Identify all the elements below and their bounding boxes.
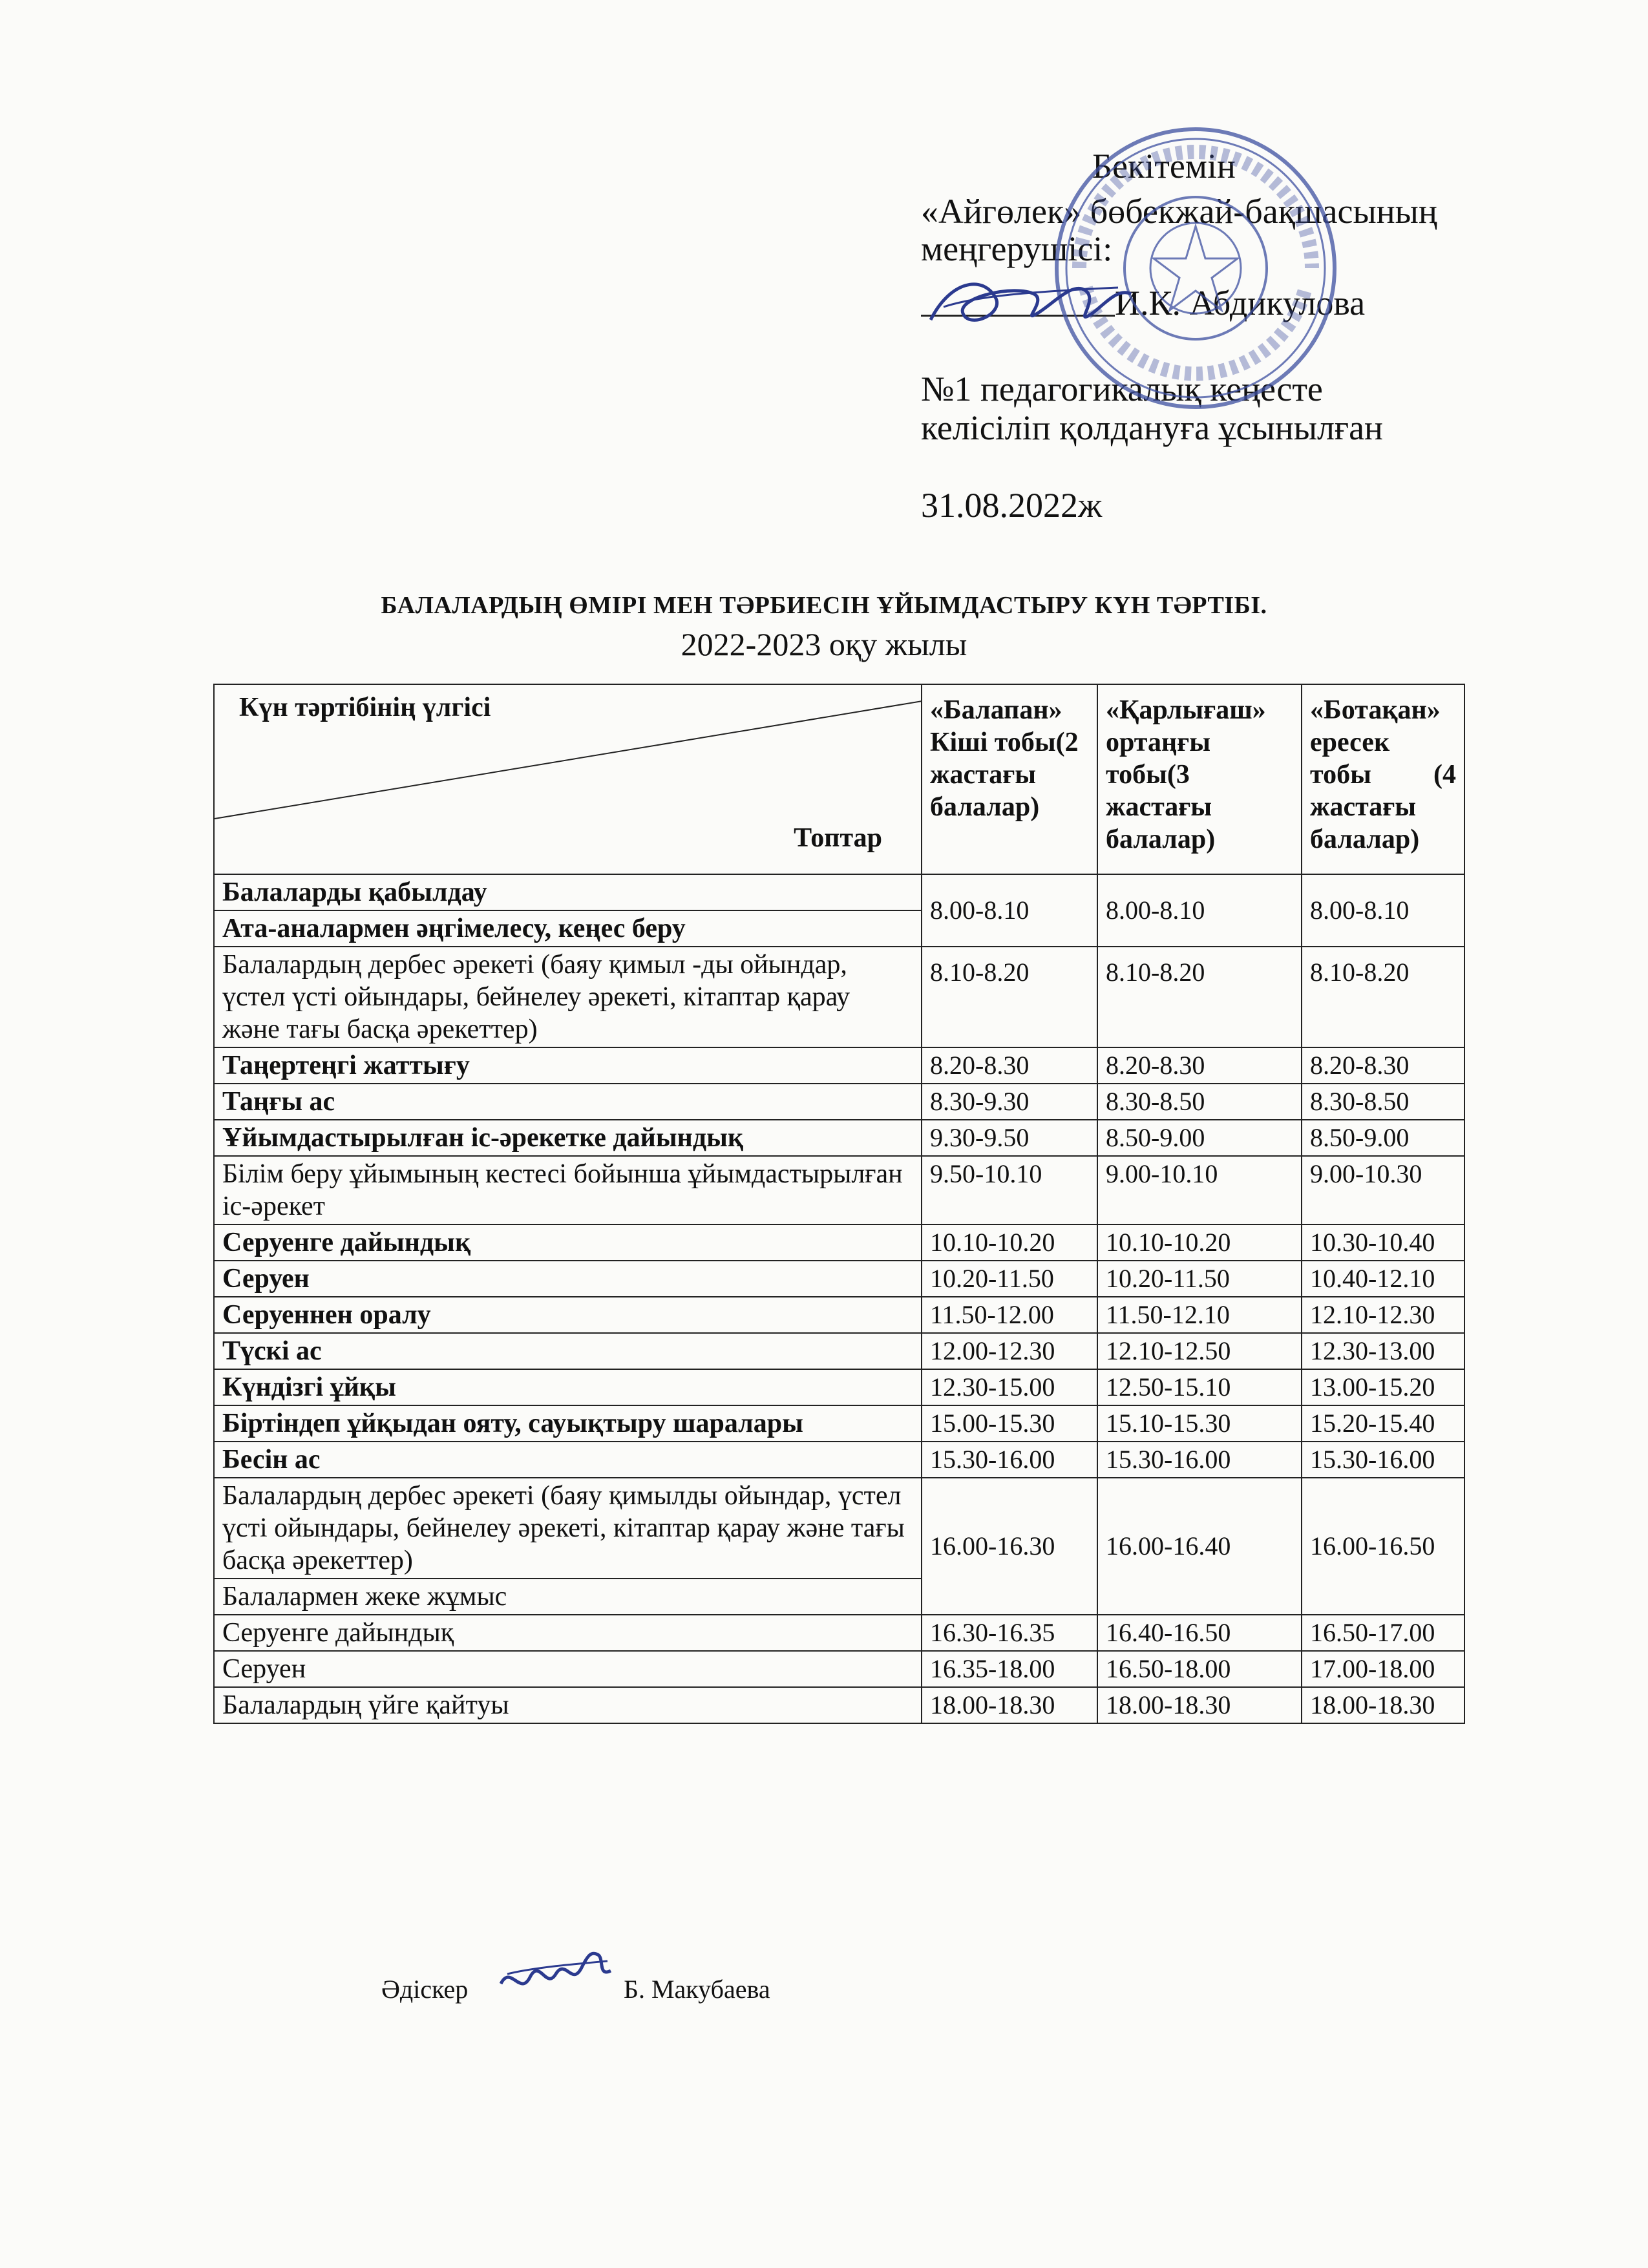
time-cell: 16.50-17.00 — [1302, 1615, 1464, 1651]
activity-cell: Білім беру ұйымының кестесі бойынша ұйымдастырылған іс-әрекет — [214, 1156, 922, 1224]
table-row — [214, 947, 1464, 1047]
time-cell: 8.00-8.10 — [1097, 874, 1302, 947]
time-cell: 8.30-8.50 — [1302, 1084, 1464, 1120]
time-cell: 11.50-12.00 — [922, 1297, 1097, 1333]
time-cell: 16.35-18.00 — [922, 1651, 1097, 1687]
kindergarten-name: «Айгөлек» бөбекжай-бақшасының — [921, 192, 1437, 231]
time-cell: 15.00-15.30 — [922, 1405, 1097, 1442]
time-cell: 12.30-13.00 — [1302, 1333, 1464, 1369]
activity-cell: Балалардың дербес әрекеті (баяу қимыл -ды ойындар, үстел үсті ойындары, бейнелеу әрекеті, кітаптар қарау және тағы басқа әрекеттер) — [214, 947, 922, 1047]
table-row — [214, 1297, 1464, 1333]
table-row — [214, 1084, 1464, 1120]
time-cell: 8.10-8.20 — [1097, 947, 1302, 1047]
table-row — [214, 1615, 1464, 1651]
recommended-line: келісіліп қолдануға ұсынылған — [921, 408, 1383, 447]
table-row — [214, 1047, 1464, 1084]
time-cell: 12.00-12.30 — [922, 1333, 1097, 1369]
approval-date: 31.08.2022ж — [921, 486, 1103, 525]
council-line: №1 педагогикалық кеңесте — [921, 370, 1323, 408]
head-signature-icon — [924, 268, 1137, 346]
time-cell: 12.50-15.10 — [1097, 1369, 1302, 1405]
methodist-signature-icon — [494, 1938, 617, 2010]
time-cell: 8.30-8.50 — [1097, 1084, 1302, 1120]
approve-word: Бекітемін — [1092, 147, 1236, 185]
activity-cell: Таңертеңгі жаттығу — [214, 1047, 922, 1084]
table-row — [214, 874, 1464, 910]
time-cell: 8.20-8.30 — [1097, 1047, 1302, 1084]
table-row — [214, 1687, 1464, 1723]
corner-header-cell — [214, 684, 922, 874]
activity-cell: Біртіндеп ұйқыдан ояту, сауықтыру шаралары — [214, 1405, 922, 1442]
time-cell: 9.30-9.50 — [922, 1120, 1097, 1156]
time-cell: 15.30-16.00 — [922, 1442, 1097, 1478]
activity-cell: Таңғы ас — [214, 1084, 922, 1120]
time-cell: 10.20-11.50 — [1097, 1261, 1302, 1297]
activity-cell: Серуен — [214, 1651, 922, 1687]
time-cell: 9.00-10.30 — [1302, 1156, 1464, 1224]
table-row — [214, 1156, 1464, 1224]
time-cell: 8.10-8.20 — [1302, 947, 1464, 1047]
time-cell: 10.40-12.10 — [1302, 1261, 1464, 1297]
time-cell: 8.00-8.10 — [1302, 874, 1464, 947]
activity-cell: Балаларды қабылдау — [214, 874, 922, 910]
activity-cell: Күндізгі ұйқы — [214, 1369, 922, 1405]
activity-cell: Ата-аналармен әңгімелесу, кеңес беру — [214, 910, 922, 947]
time-cell: 8.50-9.00 — [1302, 1120, 1464, 1156]
activity-cell: Балалардың үйге қайтуы — [214, 1687, 922, 1723]
time-cell: 8.10-8.20 — [922, 947, 1097, 1047]
time-cell: 13.00-15.20 — [1302, 1369, 1464, 1405]
time-cell: 18.00-18.30 — [1302, 1687, 1464, 1723]
table-row — [214, 1333, 1464, 1369]
head-title: меңгерушісі: — [921, 229, 1113, 268]
column-header: «Ботақан» ересек тобы (4 жастағы балалар) — [1302, 684, 1464, 874]
time-cell: 16.40-16.50 — [1097, 1615, 1302, 1651]
head-name: И.К. Абдикулова — [1115, 284, 1366, 322]
time-cell: 16.30-16.35 — [922, 1615, 1097, 1651]
time-cell: 8.20-8.30 — [1302, 1047, 1464, 1084]
time-cell: 16.50-18.00 — [1097, 1651, 1302, 1687]
activity-cell: Серуенге дайындық — [214, 1615, 922, 1651]
methodist-name: Б. Макубаева — [624, 1975, 770, 2004]
table-row — [214, 1261, 1464, 1297]
time-cell: 15.30-16.00 — [1302, 1442, 1464, 1478]
time-cell: 12.10-12.30 — [1302, 1297, 1464, 1333]
time-cell: 8.50-9.00 — [1097, 1120, 1302, 1156]
time-cell: 10.30-10.40 — [1302, 1224, 1464, 1261]
time-cell: 8.00-8.10 — [922, 874, 1097, 947]
table-row — [214, 1405, 1464, 1442]
time-cell: 17.00-18.00 — [1302, 1651, 1464, 1687]
time-cell: 12.30-15.00 — [922, 1369, 1097, 1405]
time-cell: 16.00-16.40 — [1097, 1478, 1302, 1615]
time-cell: 18.00-18.30 — [1097, 1687, 1302, 1723]
table-row — [214, 1369, 1464, 1405]
time-cell: 10.10-10.20 — [922, 1224, 1097, 1261]
activity-cell: Серуеннен оралу — [214, 1297, 922, 1333]
column-header: «Қарлығаш» ортаңғы тобы(3 жастағы балалар) — [1097, 684, 1302, 874]
document-title: БАЛАЛАРДЫҢ ӨМІРІ МЕН ТӘРБИЕСІН ҰЙЫМДАСТЫРУ КҮН ТӘРТІБІ. — [381, 592, 1267, 619]
time-cell: 16.00-16.30 — [922, 1478, 1097, 1615]
time-cell: 9.50-10.10 — [922, 1156, 1097, 1224]
time-cell: 10.10-10.20 — [1097, 1224, 1302, 1261]
time-cell: 8.20-8.30 — [922, 1047, 1097, 1084]
table-row — [214, 1120, 1464, 1156]
column-header: «Балапан» Кіші тобы(2 жастағы балалар) — [922, 684, 1097, 874]
activity-cell: Түскі ас — [214, 1333, 922, 1369]
activity-cell: Бесін ас — [214, 1442, 922, 1478]
corner-bottom-label: Топтар — [794, 823, 882, 853]
table-row — [214, 1442, 1464, 1478]
activity-cell: Серуенге дайындық — [214, 1224, 922, 1261]
activity-cell: Ұйымдастырылған іс-әрекетке дайындық — [214, 1120, 922, 1156]
table-header-row — [214, 684, 1464, 874]
time-cell: 11.50-12.10 — [1097, 1297, 1302, 1333]
activity-cell: Серуен — [214, 1261, 922, 1297]
schedule-table — [213, 684, 1465, 1724]
methodist-role: Әдіскер — [381, 1975, 469, 2004]
time-cell: 8.30-9.30 — [922, 1084, 1097, 1120]
time-cell: 18.00-18.30 — [922, 1687, 1097, 1723]
activity-cell: Балалардың дербес әрекеті (баяу қимылды ойындар, үстел үсті ойындары, бейнелеу әрекеті, кітаптар қарау және тағы басқа әрекеттер) — [214, 1478, 922, 1579]
table-row — [214, 1224, 1464, 1261]
document-subtitle: 2022-2023 оқу жылы — [681, 626, 967, 662]
time-cell: 16.00-16.50 — [1302, 1478, 1464, 1615]
corner-top-label: Күн тәртібінің үлгісі — [239, 693, 491, 722]
table-row — [214, 1651, 1464, 1687]
activity-cell: Балалармен жеке жұмыс — [214, 1579, 922, 1615]
time-cell: 9.00-10.10 — [1097, 1156, 1302, 1224]
time-cell: 15.10-15.30 — [1097, 1405, 1302, 1442]
time-cell: 10.20-11.50 — [922, 1261, 1097, 1297]
time-cell: 15.30-16.00 — [1097, 1442, 1302, 1478]
time-cell: 15.20-15.40 — [1302, 1405, 1464, 1442]
table-row — [214, 1478, 1464, 1579]
time-cell: 12.10-12.50 — [1097, 1333, 1302, 1369]
